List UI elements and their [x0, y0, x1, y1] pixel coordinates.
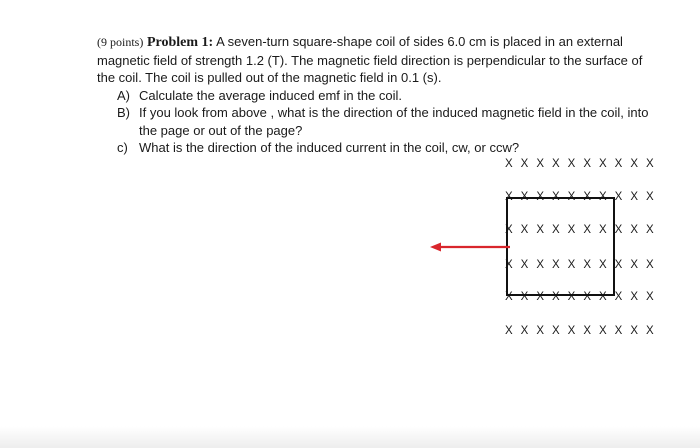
question-a [97, 87, 657, 105]
square-coil [506, 197, 615, 296]
field-row: X X X X X X X X X X [505, 325, 657, 337]
field-row: X X X X X X X X X X [505, 158, 657, 170]
question-marker: A) [117, 87, 130, 103]
question-marker: B) [117, 105, 130, 120]
field-row: X X X X X X X X X X [505, 291, 657, 303]
question-c [97, 139, 657, 157]
field-row: X X X X X X X X X X [505, 191, 657, 203]
question-marker: c) [117, 140, 128, 155]
page-bottom-shadow [0, 426, 700, 448]
problem-text: A seven-turn square-shape coil of sides 6.0 cm is placed in an external magnetic field of strength 1.2 (T). The magnetic field direction is perpendicular to the surface of the coil. The coil is pulled out of the magnetic field in 0.1 (s). [97, 34, 643, 85]
points-label: (9 points) [97, 35, 144, 49]
pull-direction-arrow-icon [430, 241, 510, 253]
question-text: Calculate the average induced emf in the coil. [139, 87, 403, 103]
question-list [97, 87, 657, 157]
problem-block [97, 33, 657, 157]
question-text: If you look from above , what is the direction of the induced magnetic field in the coil, into the page or out of the page? [139, 105, 649, 138]
question-b [97, 104, 657, 139]
field-row: X X X X X X X X X X [505, 224, 657, 236]
problem-title: Problem 1: [146, 35, 214, 50]
field-row: X X X X X X X X X X [505, 259, 657, 271]
question-text: What is the direction of the induced current in the coil, cw, or ccw? [139, 140, 520, 155]
problem-statement [97, 33, 657, 87]
